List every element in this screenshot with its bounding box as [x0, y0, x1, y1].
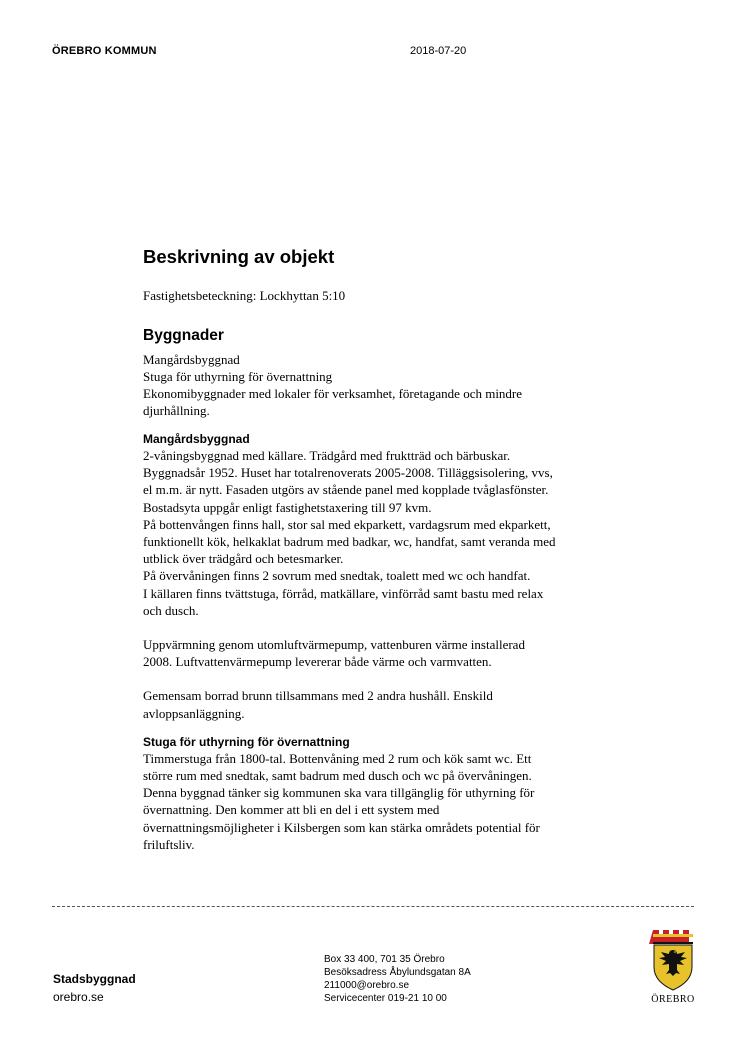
property-designation: Fastighetsbeteckning: Lockhyttan 5:10: [143, 288, 346, 303]
main-building-heading: Mangårdsbyggnad: [143, 432, 250, 446]
text-line: friluftsliv.: [143, 836, 195, 852]
logo-wordmark: ÖREBRO: [651, 994, 695, 1005]
buildings-list: [143, 351, 613, 419]
cottage-heading: Stuga för uthyrning för övernattning: [143, 734, 350, 749]
text-line: övernattningsmöjligheter i Kilsbergen som kan stärka områdets potential för: [143, 819, 540, 835]
footer-address: [324, 953, 471, 1005]
text-line: och dusch.: [143, 602, 199, 618]
text-line: utblick över trädgård och betesmarker.: [143, 551, 344, 567]
heating-description: [143, 636, 613, 670]
text-line: Denna byggnad tänker sig kommunen ska vara tillgänglig för uthyrning för: [143, 785, 535, 801]
footer-divider: [52, 906, 694, 907]
phone-line: Servicecenter 019-21 10 00: [324, 993, 447, 1004]
organization-name: ÖREBRO KOMMUN: [52, 45, 157, 57]
orebro-coat-of-arms-icon: [649, 928, 697, 992]
text-line: Uppvärmning genom utomluftvärmepump, vattenburen värme installerad: [143, 637, 525, 653]
text-line: avloppsanläggning.: [143, 705, 245, 721]
text-line: Byggnadsår 1952. Huset har totalrenoverats 2005-2008. Tilläggsisolering, vvs,: [143, 465, 553, 481]
email-link[interactable]: 211000@orebro.se: [324, 980, 410, 991]
water-sewage-description: [143, 687, 613, 721]
text-line: el m.m. är nytt. Fasaden utgörs av stående panel med kopplade tvåglasfönster.: [143, 482, 549, 498]
document-date: 2018-07-20: [410, 45, 467, 57]
cottage-description: [143, 750, 613, 853]
address-line: Besöksadress Åbylundsgatan 8A: [324, 967, 471, 978]
document-body: [143, 246, 613, 853]
text-line: I källaren finns tvättstuga, förråd, matkällare, vinförråd samt bastu med relax: [143, 585, 544, 601]
footer-department: Stadsbyggnad: [53, 972, 136, 986]
text-line: Bostadsyta uppgår enligt fastighetstaxering till 97 kvm.: [143, 499, 432, 515]
buildings-list-item: Stuga för uthyrning för övernattning: [143, 369, 333, 384]
text-line: På bottenvången finns hall, stor sal med ekparkett, vardagsrum med ekparkett,: [143, 516, 551, 532]
buildings-list-item: Mangårdsbyggnad: [143, 352, 240, 367]
buildings-list-item: Ekonomibyggnader med lokaler för verksamhet, företagande och mindre: [143, 386, 523, 401]
text-line: större rum med snedtak, samt badrum med dusch och wc på övervåningen.: [143, 768, 532, 784]
footer-website-link[interactable]: orebro.se: [53, 990, 104, 1004]
address-line: Box 33 400, 701 35 Örebro: [324, 954, 445, 965]
buildings-list-item: djurhållning.: [143, 403, 210, 418]
text-line: 2008. Luftvattenvärmepump levererar både värme och varmvatten.: [143, 654, 492, 670]
text-line: övernattning. Den kommer att bli en del i ett system med: [143, 802, 440, 818]
text-line: Gemensam borrad brunn tillsammans med 2 andra hushåll. Enskild: [143, 688, 493, 704]
text-line: funktionellt kök, helkaklat badrum med badkar, wc, handfat, samt veranda med: [143, 534, 556, 550]
document-title: Beskrivning av objekt: [143, 246, 335, 267]
main-building-description: [143, 447, 613, 619]
text-line: 2-våningsbyggnad med källare. Trädgård med fruktträd och bärbuskar.: [143, 448, 511, 463]
buildings-heading: Byggnader: [143, 327, 224, 344]
text-line: På övervåningen finns 2 sovrum med snedtak, toalett med wc och handfat.: [143, 568, 531, 584]
text-line: Timmerstuga från 1800-tal. Bottenvåning med 2 rum och kök samt wc. Ett: [143, 750, 532, 766]
